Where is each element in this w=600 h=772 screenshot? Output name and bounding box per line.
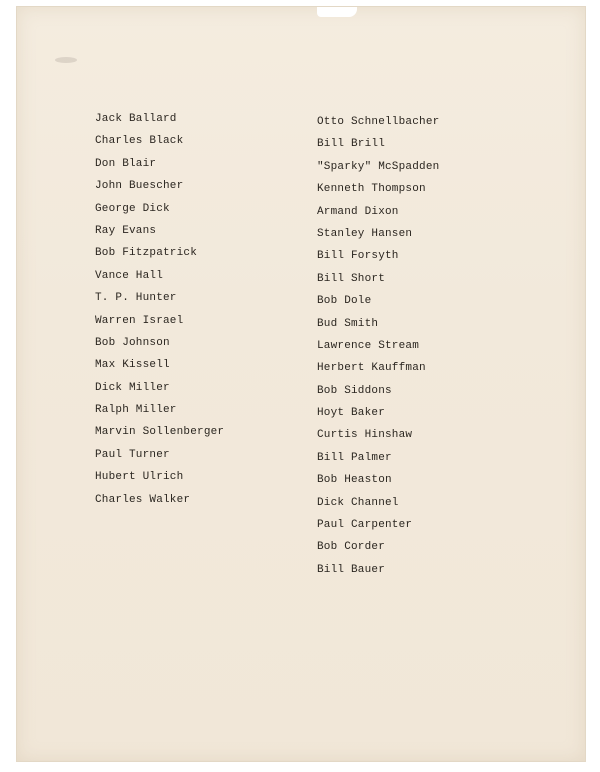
list-item: Dick Channel	[317, 496, 399, 509]
list-item: Max Kissell	[95, 359, 170, 372]
list-item: Marvin Sollenberger	[95, 426, 225, 439]
list-item: Lawrence Stream	[317, 339, 420, 352]
list-item: Bill Short	[317, 272, 386, 285]
list-item: Hoyt Baker	[317, 407, 386, 420]
paper-tear	[317, 7, 357, 17]
list-item: Jack Ballard	[95, 113, 177, 125]
list-item: Kenneth Thompson	[317, 183, 426, 196]
list-item: Ralph Miller	[95, 404, 177, 417]
list-item: Bill Forsyth	[317, 250, 399, 263]
list-item: Armand Dixon	[317, 205, 399, 218]
list-item: Charles Black	[95, 135, 184, 148]
list-item: Bill Brill	[317, 138, 386, 151]
list-item: Bob Heaston	[317, 474, 392, 487]
list-item: Otto Schnellbacher	[317, 116, 440, 128]
list-item: Bill Palmer	[317, 451, 392, 464]
list-item: T. P. Hunter	[95, 292, 177, 305]
list-item: Herbert Kauffman	[317, 362, 426, 375]
list-item: Bob Corder	[317, 541, 386, 554]
list-item: Bill Bauer	[317, 563, 386, 576]
list-item: Bob Dole	[317, 295, 372, 308]
list-item: Warren Israel	[95, 314, 184, 327]
list-item: Curtis Hinshaw	[317, 429, 413, 442]
list-item: Charles Walker	[95, 493, 191, 506]
list-item: George Dick	[95, 202, 170, 215]
list-item: Vance Hall	[95, 269, 164, 282]
list-item: Paul Turner	[95, 448, 170, 461]
list-item: Bob Fitzpatrick	[95, 247, 198, 260]
list-item: Bob Johnson	[95, 336, 170, 349]
list-item: Don Blair	[95, 157, 157, 170]
pencil-mark	[55, 57, 77, 63]
name-list-right	[317, 114, 439, 584]
list-item: "Sparky" McSpadden	[317, 160, 440, 173]
list-item: Hubert Ulrich	[95, 471, 184, 484]
name-list-left	[95, 111, 224, 514]
list-item: Ray Evans	[95, 224, 157, 237]
list-item: Bud Smith	[317, 317, 379, 330]
list-item: John Buescher	[95, 180, 184, 193]
list-item: Stanley Hansen	[317, 227, 413, 240]
list-item: Bob Siddons	[317, 384, 392, 397]
list-item: Paul Carpenter	[317, 519, 413, 532]
list-item: Dick Miller	[95, 381, 170, 394]
